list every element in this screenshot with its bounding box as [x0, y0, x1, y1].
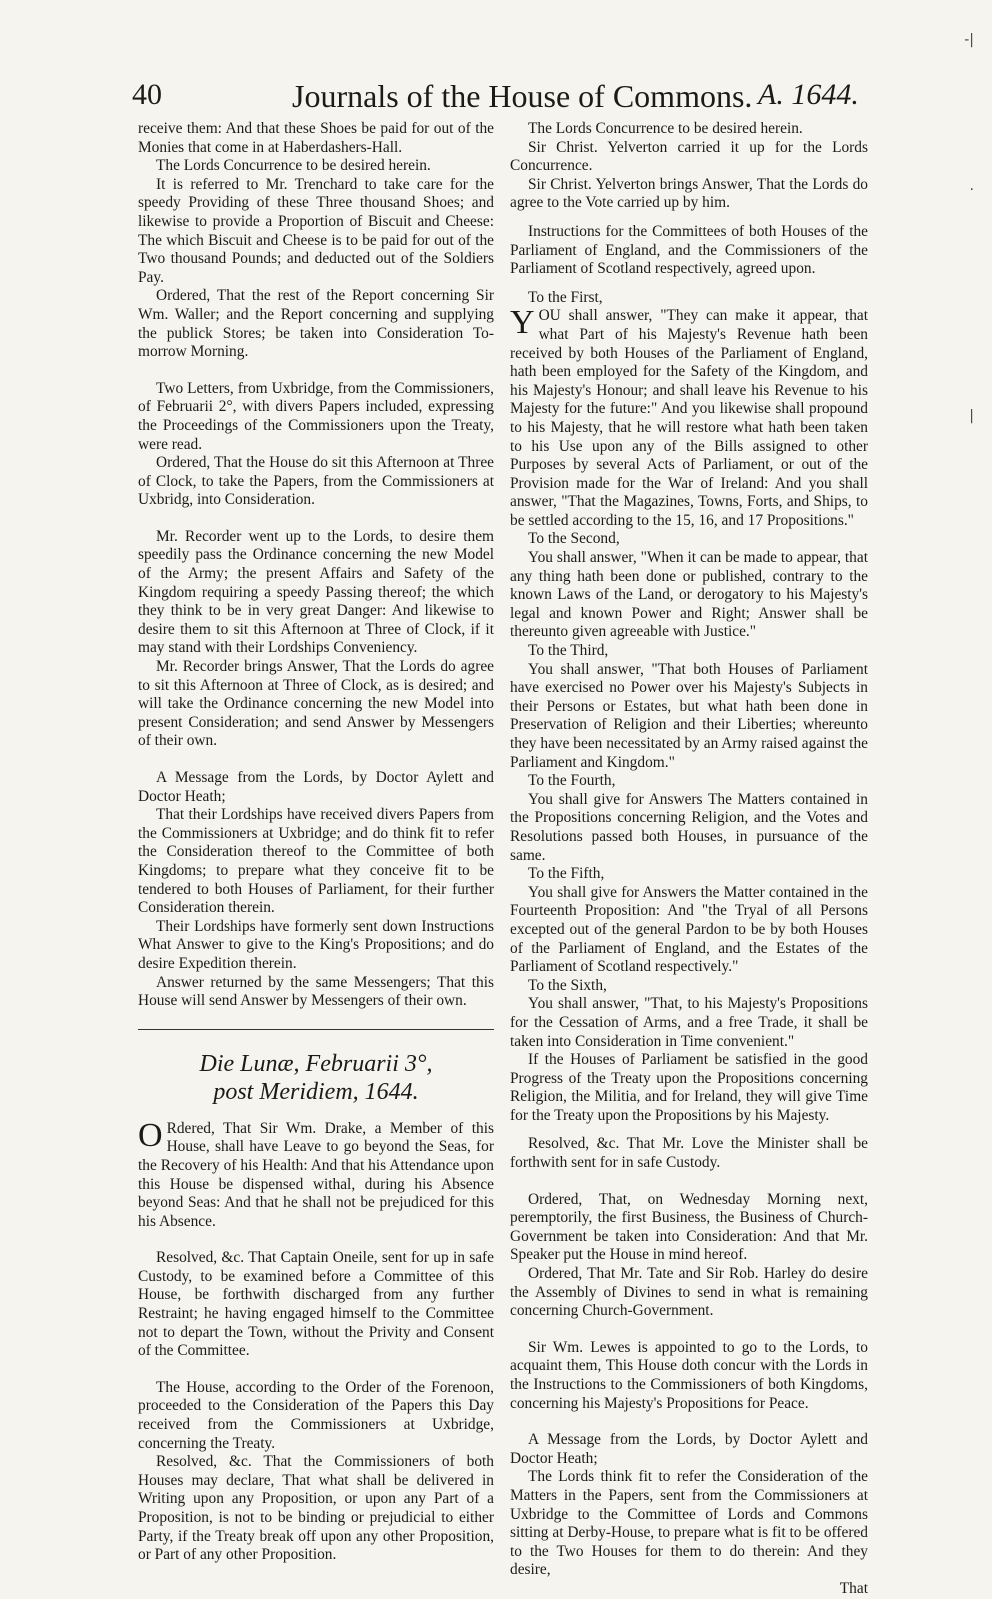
paragraph: Sir Wm. Lewes is appointed to go to the Lords, to acquaint them, This House doth concur with the Lords in the Instructions to the Commissioners of both Kingdoms, concerning his Majesty's Propositions for Peace. [510, 1338, 868, 1412]
paragraph: Mr. Recorder brings Answer, That the Lords do agree to sit this Afternoon at Three of Clock, as is desired; and will take the Ordinance concerning the new Model into present Consideration; and send Answer by Messengers of their own. [138, 658, 494, 750]
paragraph: You shall answer, "When it can be made to appear, that any thing hath been done or published, contrary to the known Laws of the Land, or derogatory to his Majesty's legal and known Power and Right; Answer shall be thereunto given agreeable with Justice." [510, 549, 868, 641]
section-divider [138, 1029, 494, 1030]
paragraph: You shall answer, "That both Houses of Parliament have exercised no Power over his Majesty's Subjects in their Persons or Estates, but what hath been done in Preservation of Religion and their Liberties; whereunto they have been necessitated by an Army raised against the Parliament and Kingdom." [510, 660, 868, 771]
paragraph: Their Lordships have formerly sent down Instructions What Answer to give to the King's Propositions; and do desire Expedition therein. [138, 917, 494, 972]
catchword: That [839, 1579, 868, 1597]
paragraph: Ordered, That the rest of the Report concerning Sir Wm. Waller; and the Report concerning and supplying the publick Stores; be taken into Consideration To-morrow Morning. [138, 287, 494, 361]
paragraph: A Message from the Lords, by Doctor Aylett and Doctor Heath; [510, 1431, 868, 1467]
paragraph: Sir Christ. Yelverton brings Answer, That the Lords do agree to the Vote carried up by him. [510, 175, 868, 212]
drop-cap: O [138, 1116, 163, 1154]
paragraph: You shall give for Answers the Matter contained in the Fourteenth Proposition: And "the Tryal of all Persons excepted out of the general Pardon to be by both Houses of the Parliament of England, and the Estates of the Parliament of Scotland respectively." [510, 883, 868, 976]
paragraph: The House, according to the Order of the Forenoon, proceeded to the Consideration of the Papers this Day received from the Commissioners at Uxbridge, concerning the Treaty. [138, 1378, 494, 1452]
paragraph: A Message from the Lords, by Doctor Aylett and Doctor Heath; [138, 769, 494, 805]
margin-mark: · [969, 182, 974, 198]
paragraph: The Lords Concurrence to be desired herein. [156, 157, 431, 175]
paragraph: The Lords think fit to refer the Consideration of the Matters in the Papers, sent from the Commissioners at Uxbridge to the Committee of Lords and Commons sitting at Derby-House, to prepare what is fit to be offered to the Two Houses for them to do therein: And they desire, [510, 1468, 868, 1579]
page-number: 40 [132, 78, 162, 111]
paragraph: You shall answer, "That, to his Majesty's Propositions for the Cessation of Arms, and a free Trade, it shall be taken into Consideration in Time convenient." [510, 995, 868, 1050]
day-heading-line: Die Lunæ, Februarii 3°, [199, 1050, 433, 1077]
paragraph: Ordered, That Mr. Tate and Sir Rob. Harley do desire the Assembly of Divines to send in what is remaining concerning Church-Government. [510, 1265, 868, 1320]
paragraph: It is referred to Mr. Trenchard to take care for the speedy Providing of these Three thousand Shoes; and likewise to provide a Proportion of Biscuit and Cheese: The which Biscuit and Cheese is to be paid for out of the Two thousand Pounds; and deducted out of the Soldiers Pay. [138, 175, 494, 286]
paragraph: To the First, [528, 288, 603, 306]
paragraph: The Lords Concurrence to be desired herein. [528, 120, 803, 137]
paragraph: Resolved, &c. That Mr. Love the Minister shall be forthwith sent for in safe Custody. [510, 1135, 868, 1172]
paragraph-text: Rdered, That Sir Wm. Drake, a Member of this House, shall have Leave to go beyond the Seas, for the Recovery of his Health: And that his Attendance upon this House be dispensed withal, during his Absence beyond Seas: And that he shall not be prejudiced for this his Absence. [138, 1119, 494, 1230]
paragraph [138, 1116, 494, 1232]
paragraph: To the Second, [528, 530, 620, 548]
instructions-heading: Instructions for the Committees of both Houses of the Parliament of England, and the Commissioners of the Parliament of Scotland respectively, agreed upon. [510, 222, 868, 278]
paragraph: To the Third, [528, 642, 609, 660]
paragraph: To the Sixth, [528, 976, 607, 994]
day-heading [138, 1050, 494, 1106]
paragraph-text: OU shall answer, "They can make it appear, that what Part of his Majesty's Revenue hath been received by both Houses of the Parliament of England, hath been employed for the Safety of the Kingdom, and his Majesty's Honour; and shall leave his Revenue to his Majesty for the future:" And you likewise shall propound to his Majesty, that he will restore what hath been taken to his Use upon any of the Bills assigned to other Purposes by several Acts of Parliament, or out of the Provision made for the War of Ireland: And you shall answer, "That the Magazines, Towns, Forts, and Ships, to be settled according to the 15, 16, and 17 Propositions." [510, 307, 868, 529]
drop-cap: Y [510, 304, 535, 342]
paragraph: Sir Christ. Yelverton carried it up for the Lords Concurrence. [510, 138, 868, 175]
margin-mark: | [969, 408, 974, 424]
year-heading: A. 1644. [758, 78, 859, 111]
paragraph: Mr. Recorder went up to the Lords, to desire them speedily pass the Ordinance concerning the new Model of the Army; the present Affairs and Safety of the Kingdom requiring a speedy Passing thereof; the which they think to be in very great Danger: And likewise to desire them to sit this Afternoon at Three of Clock, if it may stand with their Lordships Conveniency. [138, 527, 494, 657]
running-title: Journals of the House of Commons. [292, 78, 753, 114]
paragraph: If the Houses of Parliament be satisfied in the good Progress of the Treaty upon the Propositions concerning Religion, the Militia, and for Ireland, they will give Time for the Treaty upon the Propositions by his Majesty. [510, 1051, 868, 1124]
paragraph: Answer returned by the same Messengers; That this House will send Answer by Messengers of their own. [138, 973, 494, 1010]
paragraph: Ordered, That, on Wednesday Morning next, peremptorily, the first Business, the Business of Church-Government be taken into Consideration: And that Mr. Speaker put the House in mind hereof. [510, 1190, 868, 1264]
paragraph: Ordered, That the House do sit this Afternoon at Three of Clock, to take the Papers, from the Commissioners at Uxbridg, into Consideration. [138, 454, 494, 509]
day-heading-line: post Meridiem, 1644. [213, 1078, 419, 1105]
paragraph: To the Fourth, [528, 772, 616, 790]
paragraph: Resolved, &c. That Captain Oneile, sent for up in safe Custody, to be examined before a Committee of this House, be forthwith discharged from any further Restraint; he having engaged himself to the Committee not to depart the Town, without the Privity and Consent of the Committee. [138, 1249, 494, 1360]
paragraph: To the Fifth, [528, 865, 605, 883]
right-column [510, 120, 868, 1599]
margin-mark: -| [964, 32, 974, 48]
paragraph [510, 304, 868, 530]
paragraph: Resolved, &c. That the Commissioners of both Houses may declare, That what shall be delivered in Writing upon any Proposition, or upon any Part of a Proposition, is not to be binding or prejudicial to either Party, if the Treaty break off upon any other Proposition, or Part of any other Proposition. [138, 1453, 494, 1564]
paragraph: That their Lordships have received divers Papers from the Commissioners at Uxbridge; and do think fit to refer the Consideration thereof to the Committee of both Kingdoms; to prepare what they conceive fit to be tendered to both Houses of Parliament, for their further Consideration therein. [138, 806, 494, 917]
paragraph: Two Letters, from Uxbridge, from the Commissioners, of Februarii 2°, with divers Papers included, expressing the Proceedings of the Commissioners upon the Treaty, were read. [138, 379, 494, 453]
left-column [138, 120, 494, 1565]
paragraph: You shall give for Answers The Matters contained in the Propositions concerning Religion, and the Votes and Resolutions passed both Houses, in pursuance of the same. [510, 790, 868, 864]
paragraph: receive them: And that these Shoes be paid for out of the Monies that come in at Haberdashers-Hall. [138, 120, 494, 156]
